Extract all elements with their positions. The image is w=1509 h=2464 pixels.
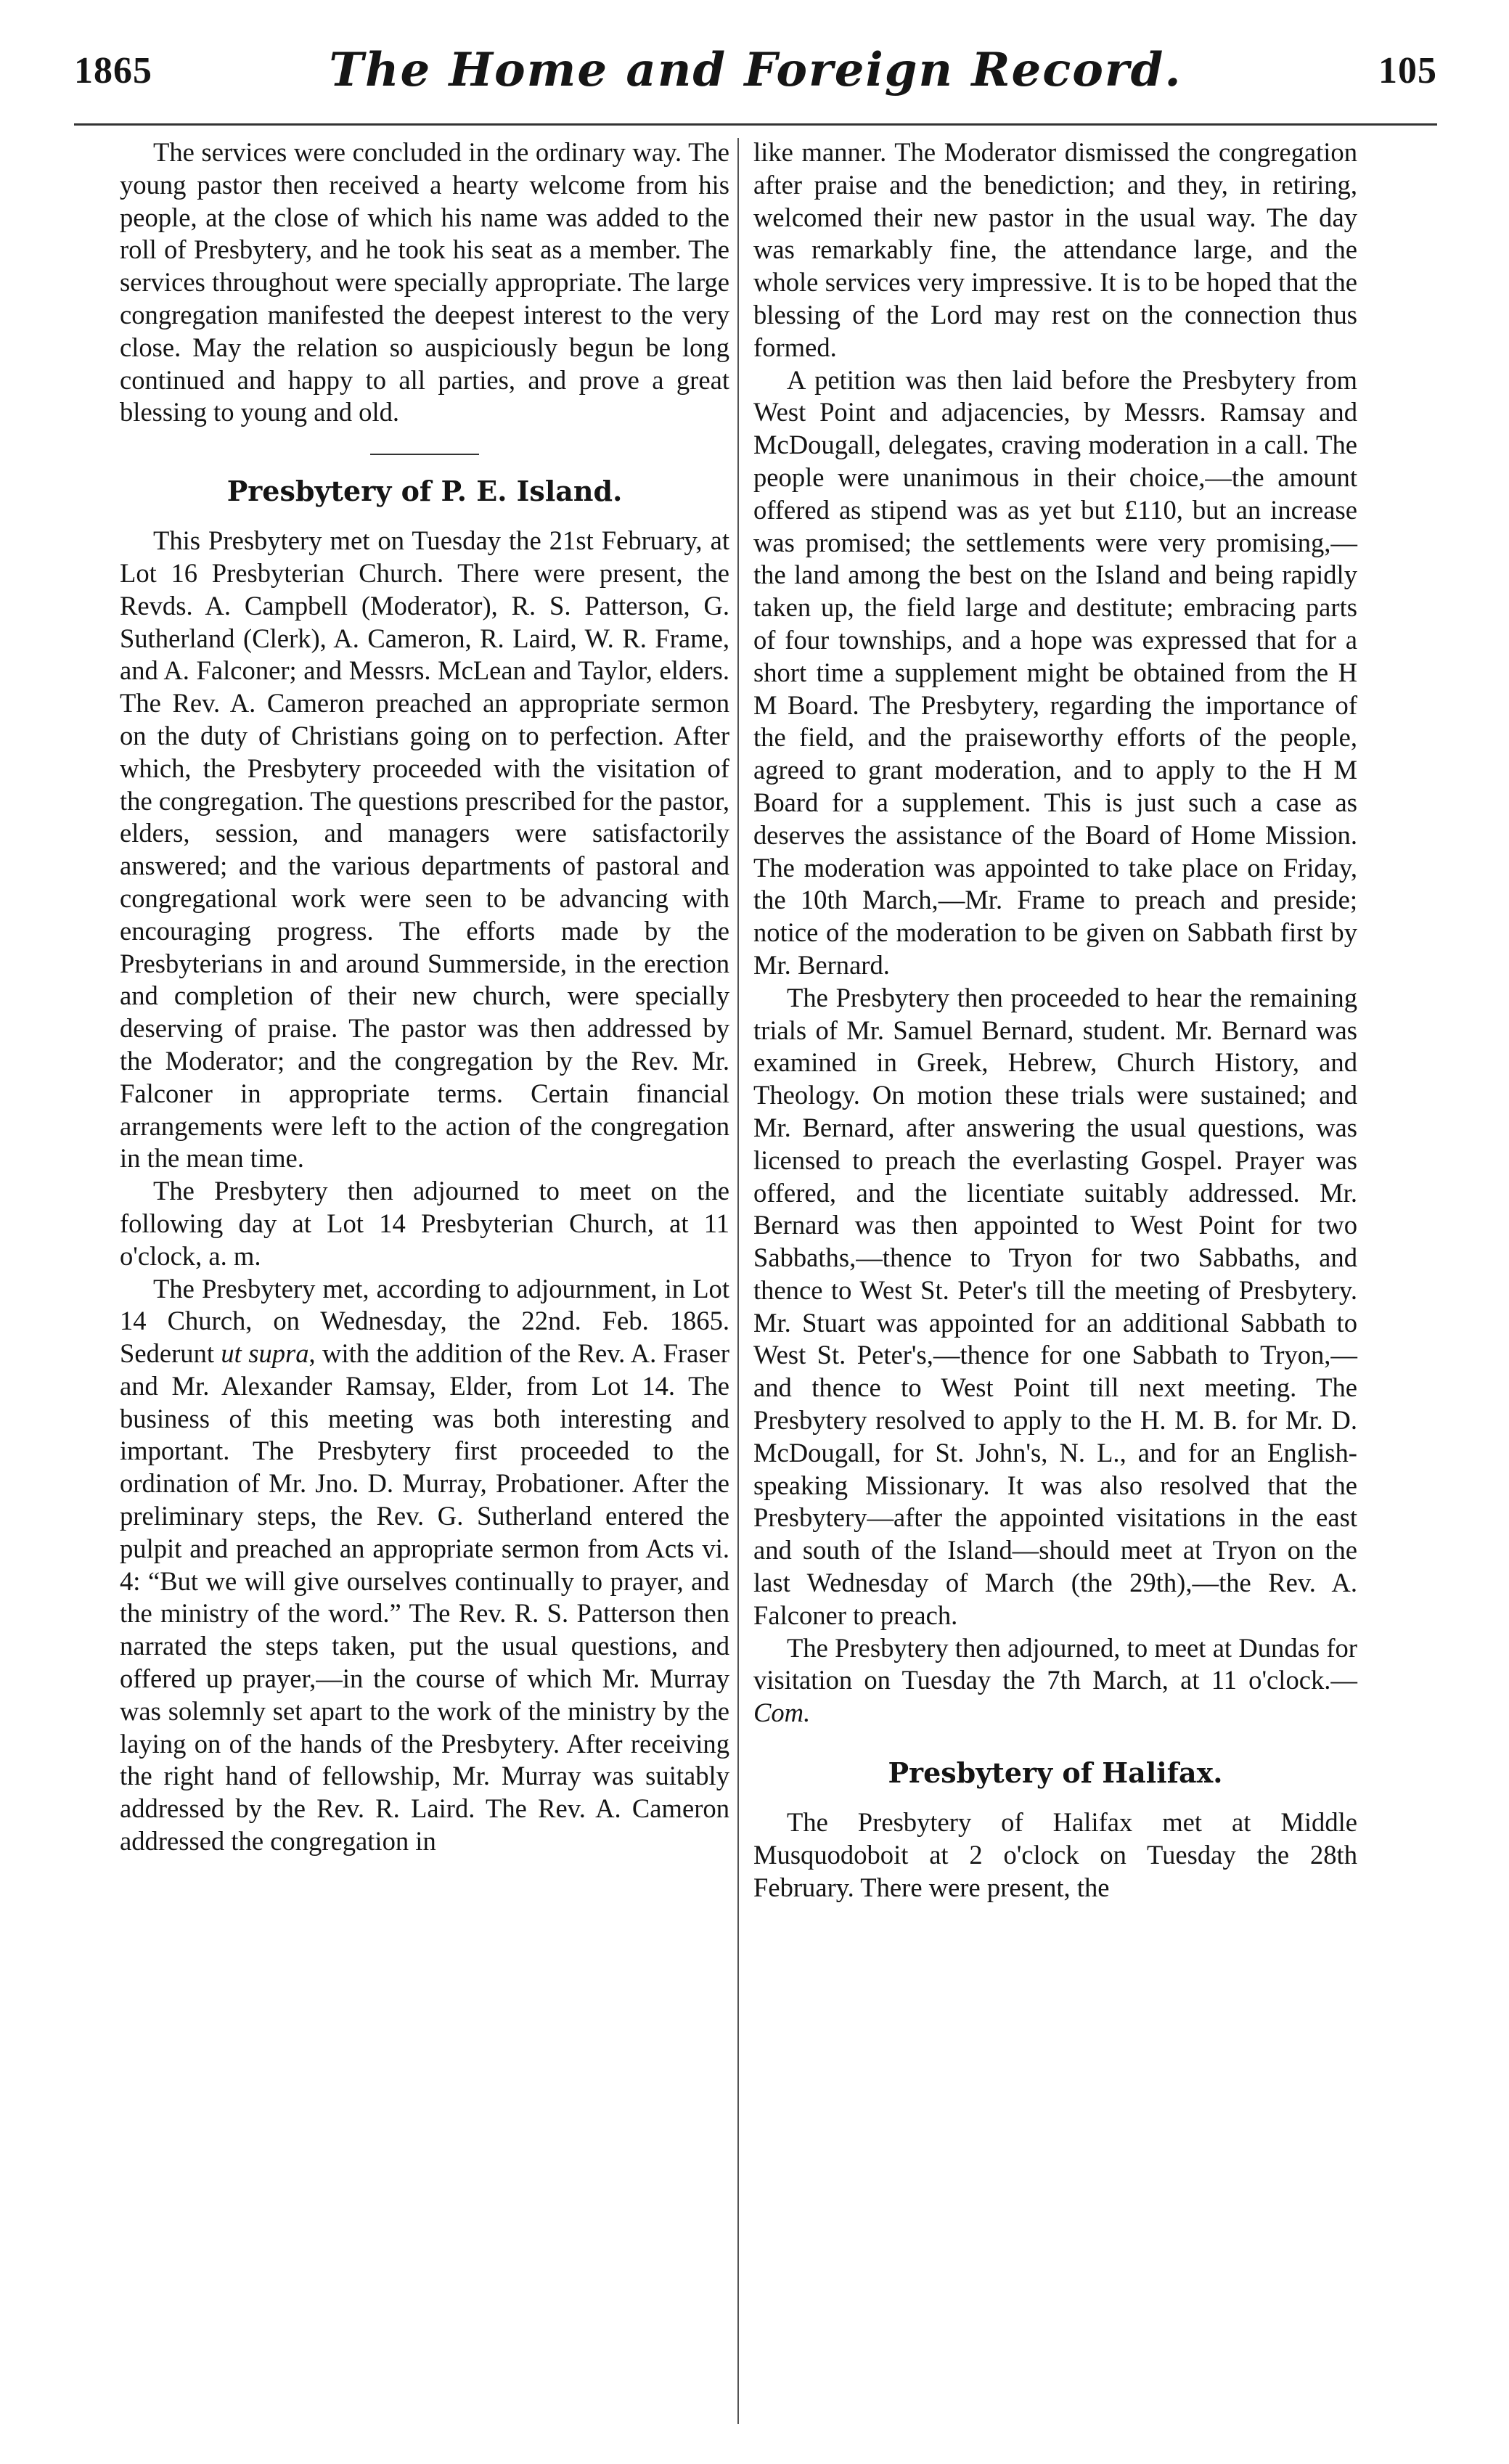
right-paragraph-2: A petition was then laid before the Presbytery from West Point and adjacencies, by Messrs. Ramsay and McDougall, delegates, craving moderation in a call. The people were unanimous in their choice,—the amount offered as stipend was as yet but £110, but an increase was promised; the settlements were very promising,—the land among the best on the Island and being rapidly taken up, the field large and destitute; embracing parts of four townships, and a hope was expressed that for a short time a supplement might be obtained from the H M Board. The Presbytery, regarding the importance of the field, and the praiseworthy efforts of the people, agreed to grant moderation, and to apply to the H M Board for a supplement. This is just such a case as deserves the assistance of the Board of Home Mission. The moderation was appointed to take place on Friday, the 10th March,—Mr. Frame to preach and preside; notice of the moderation to be given on Sabbath first by Mr. Bernard.	[753, 364, 1357, 980]
right-column	[753, 136, 1357, 1904]
right-paragraph-4-text: The Presbytery then adjourned, to meet at Dundas for visitation on Tuesday the 7th March, at 11 o'clock.—	[753, 1632, 1357, 1695]
right-paragraph-1: like manner. The Moderator dismissed the congregation after praise and the benediction; and they, in retiring, welcomed their new pastor in the usual way. The day was remarkably fine, the attendance large, and the whole services very impressive. It is to be hoped that the blessing of the Lord may rest on the connection thus formed.	[753, 137, 1357, 362]
page-number: 105	[1378, 50, 1437, 91]
left-paragraph-3: The Presbytery then adjourned to meet on the following day at Lot 14 Presbyterian Church, at 11 o'clock, a. m.	[120, 1176, 729, 1271]
left-paragraph-1: The services were concluded in the ordinary way. The young pastor then received a hearty welcome from his people, at the close of which his name was added to the roll of Presbytery, and he took his seat as a member. The services throughout were specially appropriate. The large congregation manifested the deepest interest to the very close. May the relation so auspiciously begun be long continued and happy to all parties, and prove a great blessing to young and old.	[120, 137, 729, 427]
left-column	[120, 136, 729, 1858]
right-paragraph-5: The Presbytery of Halifax met at Middle Musquodoboit at 2 o'clock on Tuesday the 28th February. There were present, the	[753, 1807, 1357, 1902]
left-paragraph-4-part-c: , with the addition of the Rev. A. Fraser and Mr. Alexander Ramsay, Elder, from Lot 14. The business of this meeting was both interesting and important. The Presbytery first proceeded to the ordination of Mr. Jno. D. Murray, Probationer. After the preliminary steps, the Rev. G. Sutherland entered the pulpit and preached an appropriate sermon from Acts vi. 4: “But we will give ourselves continually to prayer, and the ministry of the word.” The Rev. R. S. Patterson then narrated the steps taken, put the usual questions, and offered up prayer,—in the course of which Mr. Murray was solemnly set apart to the work of the ministry by the laying on of the hands of the Presbytery. After receiving the right hand of fellowship, Mr. Murray was suitably addressed by the Rev. R. Laird. The Rev. A. Cameron addressed the congregation in	[120, 1338, 729, 1857]
left-paragraph-4-latin: ut supra	[221, 1338, 309, 1369]
column-divider	[737, 138, 739, 2424]
section-divider	[370, 454, 479, 455]
left-paragraph-4-part-a: The Presbytery met, according to adjournment, in Lot 14 Church, on Wednesday, the 22nd. Feb. 1865. Sederunt	[120, 1273, 729, 1369]
header-year: 1865	[74, 50, 152, 91]
header-rule	[74, 123, 1437, 126]
journal-title: The Home and Foreign Record.	[329, 43, 1182, 97]
right-paragraph-3: The Presbytery then proceeded to hear the remaining trials of Mr. Samuel Bernard, student. Mr. Bernard was examined in Greek, Hebrew, Church History, and Theology. On motion these trials were sustained; and Mr. Bernard, after answering the usual questions, was licensed to preach the everlasting Gospel. Prayer was offered, and the licentiate suitably addressed. Mr. Bernard was then appointed to West Point for two Sabbaths,—thence to Tryon for two Sabbaths, and thence to West St. Peter's till the meeting of Presbytery. Mr. Stuart was appointed for an additional Sabbath to West St. Peter's,—thence for one Sabbath to Tryon,—and thence to West Point till next meeting. The Presbytery resolved to apply to the H. M. B. for Mr. D. McDougall, for St. John's, N. L., and for an English-speaking Missionary. It was also resolved that the Presbytery—after the appointed visitations in the east and south of the Island—should meet at Tryon on the last Wednesday of March (the 29th),—the Rev. A. Falconer to preach.	[753, 982, 1357, 1630]
page-header	[74, 44, 1437, 123]
left-paragraph-4	[120, 1273, 729, 1858]
left-paragraph-2: This Presbytery met on Tuesday the 21st February, at Lot 16 Presbyterian Church. There were present, the Revds. A. Campbell (Moderator), R. S. Patterson, G. Sutherland (Clerk), A. Cameron, R. Laird, W. R. Frame, and A. Falconer; and Messrs. McLean and Taylor, elders. The Rev. A. Cameron preached an appropriate sermon on the duty of Christians going on to perfection. After which, the Presbytery proceeded with the visitation of the congregation. The questions prescribed for the pastor, elders, session, and managers were satisfactorily answered; and the various departments of pastoral and congregational work were seen to be advancing with encouraging progress. The efforts made by the Presbyterians in and around Summerside, in the erection and completion of their new church, were specially deserving of praise. The pastor was then addressed by the Moderator; and the congregation by the Rev. Mr. Falconer in appropriate terms. Certain financial arrangements were left to the action of the congregation in the mean time.	[120, 525, 729, 1174]
right-paragraph-4	[753, 1632, 1357, 1730]
section-title-pei: Presbytery of P. E. Island.	[226, 475, 623, 508]
right-paragraph-4-signature: Com.	[753, 1698, 811, 1728]
section-title-halifax: Presbytery of Halifax.	[888, 1756, 1223, 1790]
